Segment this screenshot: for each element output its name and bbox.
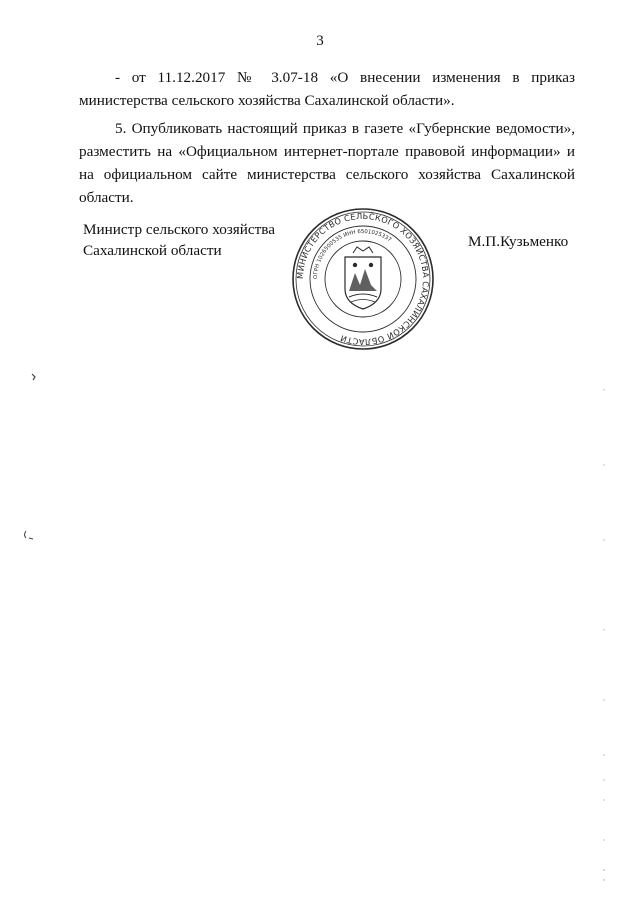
- paragraph-amendment-reference: - от 11.12.2017 № 3.07-18 «О внесении изменения в приказ министерства сельского хозяйства Сахалинской области».: [79, 69, 575, 109]
- svg-text:ОГРН 1026500535 ИНН 6501025337: [313, 229, 392, 279]
- seal-graphic: [289, 207, 437, 352]
- seal-outer-text: МИНИСТЕРСТВО СЕЛЬСКОГО ХОЗЯЙСТВА САХАЛИНСКОЙ ОБЛАСТИ: [294, 210, 432, 348]
- page-number: 3: [316, 33, 324, 49]
- signatory-title-line1: Министр сельского хозяйства: [83, 221, 276, 238]
- signatory-title: [83, 219, 275, 261]
- seal-inner-text: ОГРН 1026500535 ИНН 6501025337: [312, 228, 393, 280]
- signer-name: М.П.Кузьменко: [468, 233, 569, 250]
- scan-edge-noise: [602, 370, 606, 890]
- official-seal: [289, 207, 437, 352]
- scan-artifact: [31, 372, 37, 384]
- coat-of-arms-icon: [345, 247, 381, 309]
- scan-artifact: [22, 530, 34, 543]
- paragraph-publication-order: 5. Опубликовать настоящий приказ в газете «Губернские ведомости», разместить на «Официальном интернет-портале правовой информации» и на официальном сайте министерства сельского хозяйства Сахалинской области.: [79, 120, 575, 206]
- signatory-title-line2: Сахалинской области: [83, 242, 222, 259]
